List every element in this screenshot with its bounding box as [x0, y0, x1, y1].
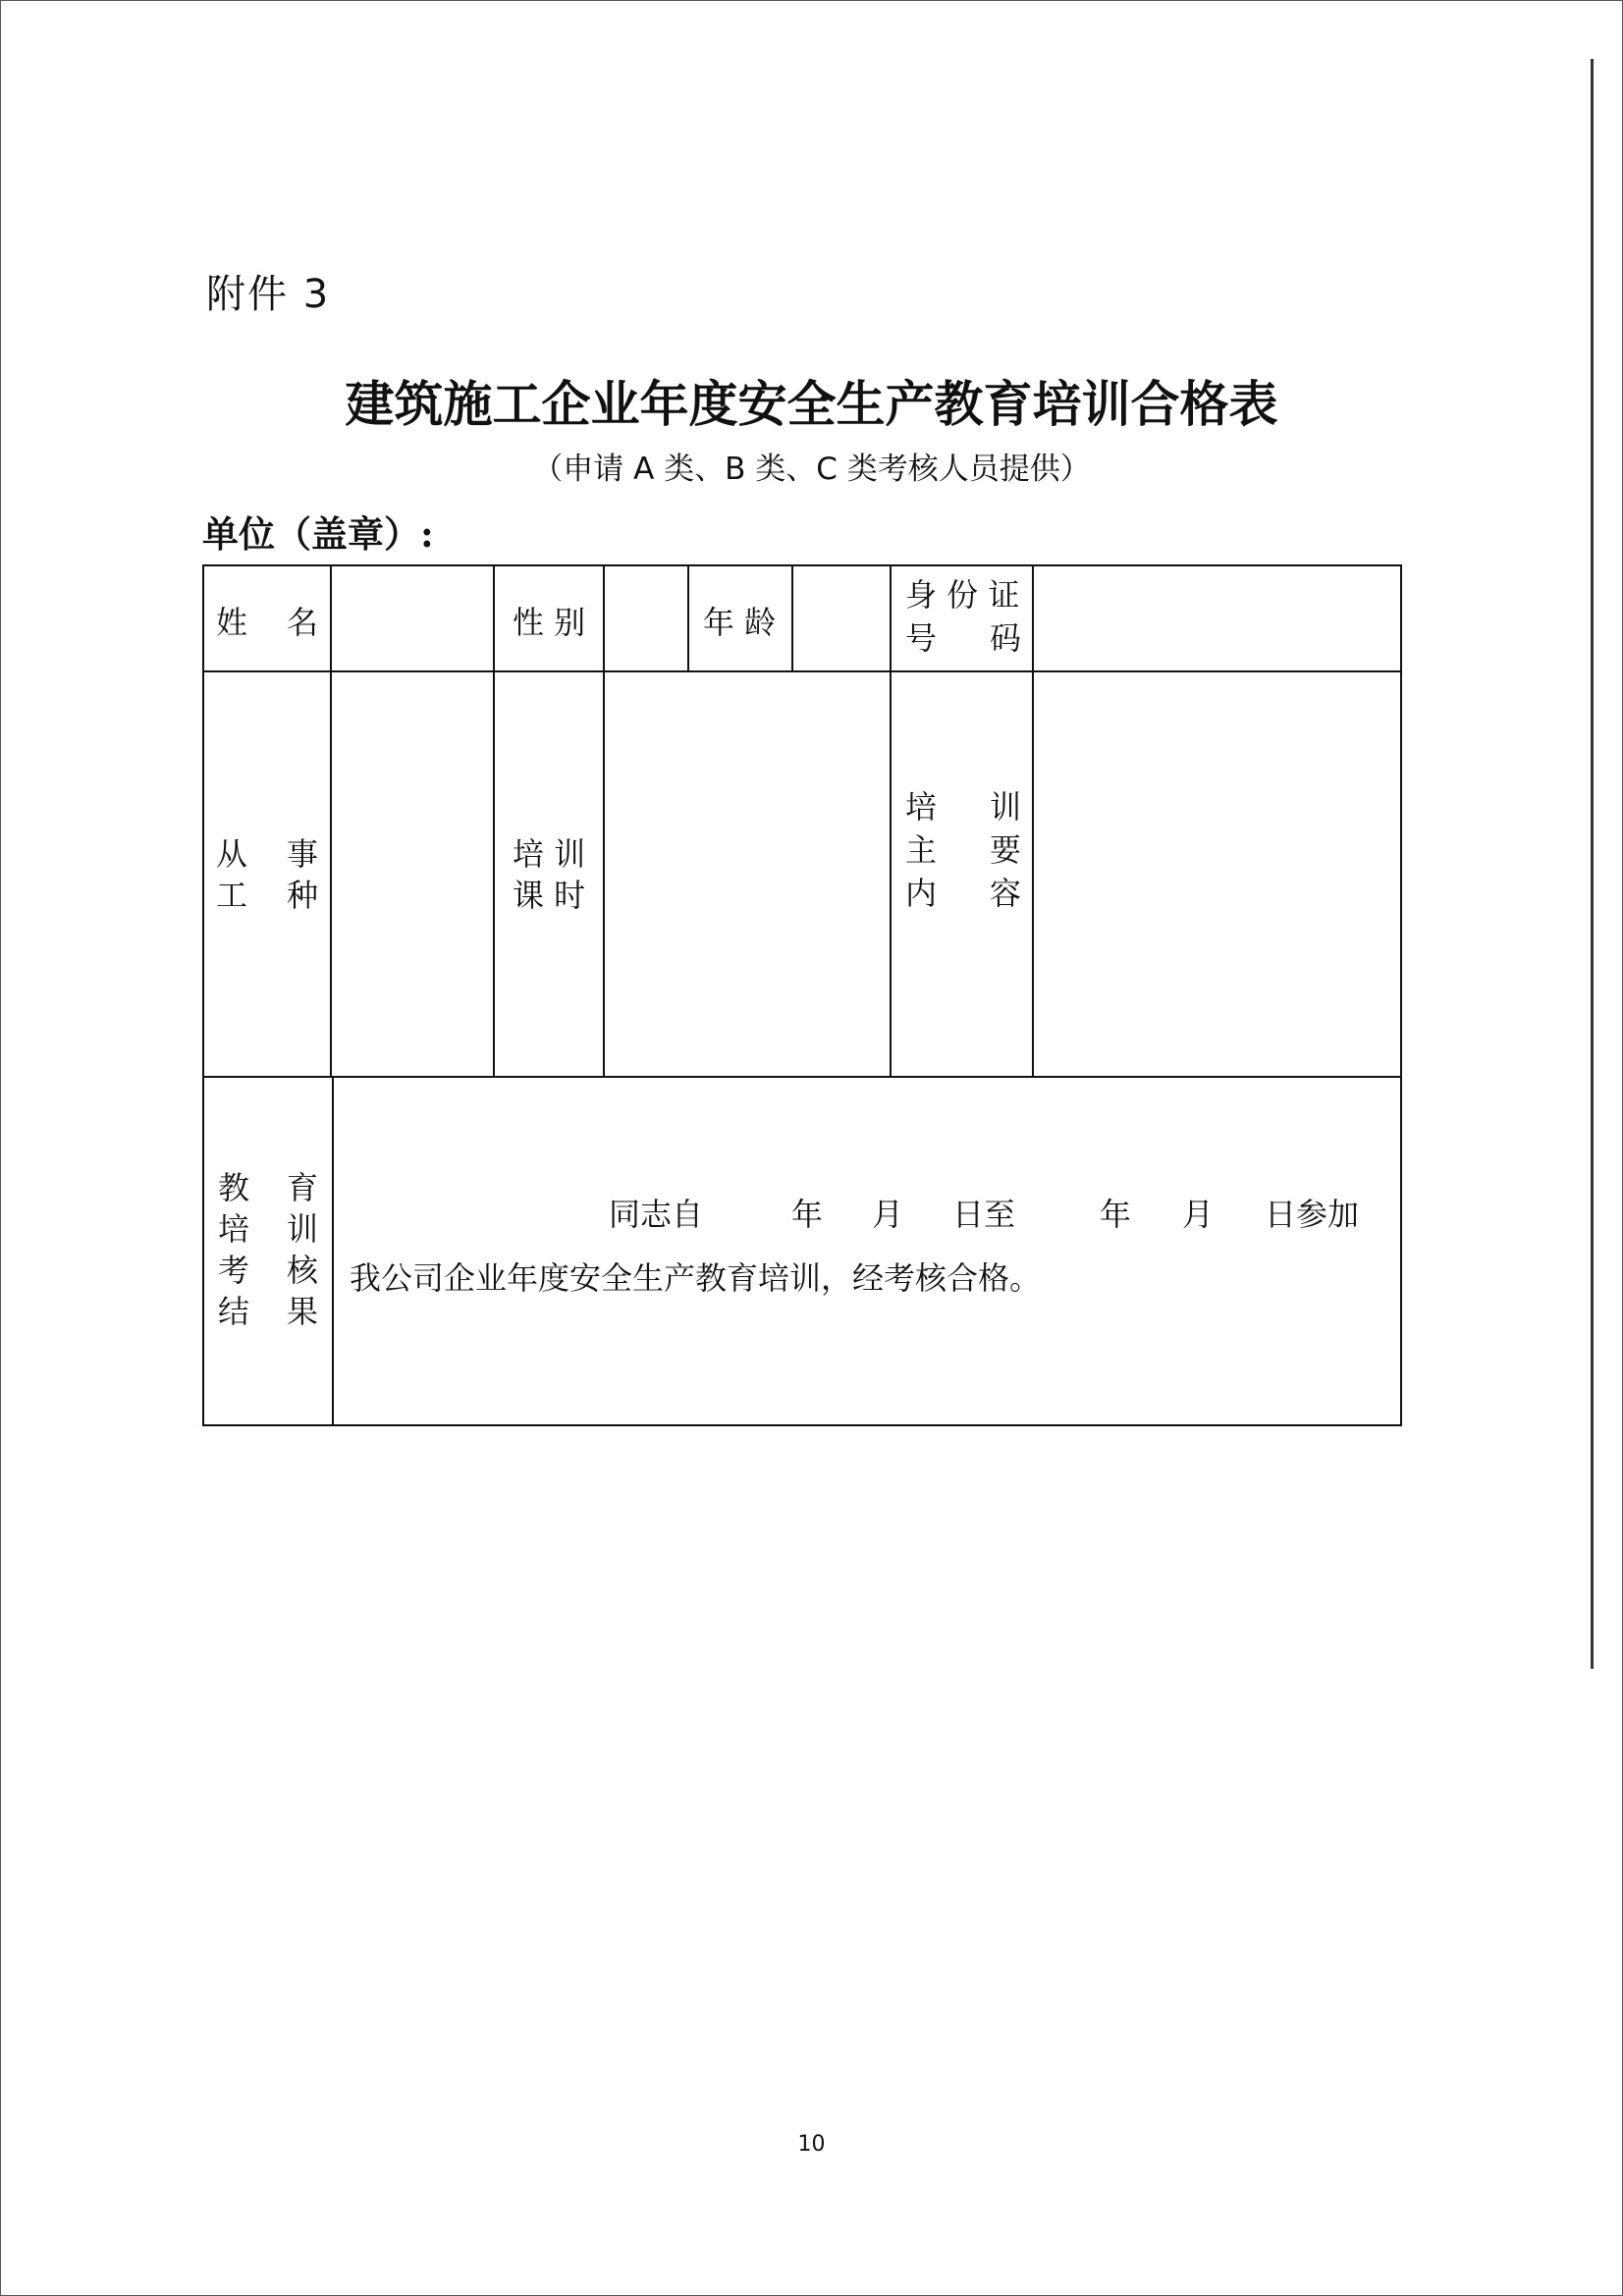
result-label-char: 教 — [218, 1169, 250, 1206]
row-divider-2 — [204, 1076, 1400, 1078]
form-subtitle: （申请 A 类、B 类、C 类考核人员提供） — [532, 452, 1091, 487]
col-divider — [791, 566, 793, 670]
job-type-field[interactable] — [342, 812, 479, 853]
training-content-field[interactable] — [1045, 812, 1388, 853]
id-number-field[interactable] — [1045, 602, 1388, 643]
result-text-word: 同志自 — [609, 1196, 704, 1233]
age-field[interactable] — [799, 602, 882, 643]
training-content-label-char: 要 — [990, 831, 1022, 869]
result-label-char: 育 — [287, 1169, 319, 1206]
result-label-char: 考 — [218, 1252, 250, 1289]
result-text-word: 年 — [791, 1196, 824, 1233]
result-label-char: 训 — [287, 1210, 319, 1248]
col-divider — [1032, 566, 1034, 1076]
row-divider-1 — [204, 670, 1400, 672]
id-label-line1: 身 份 证 — [905, 576, 1020, 614]
page-number: 10 — [797, 2132, 826, 2157]
name-label-char: 姓 — [216, 604, 248, 641]
gender-label: 性 别 — [513, 604, 586, 641]
col-divider — [890, 566, 892, 1076]
training-content-label-char: 内 — [905, 875, 938, 912]
id-label-char: 号 — [905, 619, 938, 657]
training-hours-label-line2: 课 时 — [513, 877, 586, 914]
result-label-char: 果 — [287, 1293, 319, 1330]
training-content-label-char: 容 — [990, 875, 1022, 912]
result-text-word: 日至 — [952, 1196, 1016, 1233]
age-label: 年 龄 — [703, 604, 777, 641]
training-content-label-char: 主 — [905, 831, 938, 869]
result-label-char: 核 — [287, 1252, 319, 1289]
result-text-word: 月 — [1182, 1196, 1215, 1233]
col-divider — [330, 566, 332, 1076]
form-title: 建筑施工企业年度安全生产教育培训合格表 — [345, 375, 1278, 433]
col-divider — [493, 566, 495, 1076]
col-divider — [332, 1076, 334, 1424]
job-type-label-char: 从 — [216, 835, 248, 873]
training-hours-field[interactable] — [617, 812, 876, 853]
col-divider — [603, 566, 605, 1076]
col-divider — [687, 566, 689, 670]
job-type-label-char: 事 — [287, 835, 319, 873]
result-label-char: 培 — [218, 1210, 250, 1248]
result-label-char: 结 — [218, 1293, 250, 1330]
scan-edge-line — [1591, 59, 1594, 1669]
job-type-label-char: 种 — [287, 877, 319, 914]
job-type-label-char: 工 — [216, 877, 248, 914]
result-text-line2: 我公司企业年度安全生产教育培训，经考核合格。 — [350, 1259, 1042, 1297]
unit-stamp-label: 单位（盖章）: — [202, 512, 434, 556]
result-text-word: 日参加 — [1265, 1196, 1360, 1233]
name-label-char: 名 — [287, 604, 319, 641]
training-form-table — [202, 564, 1402, 1426]
attachment-label: 附件 3 — [206, 272, 331, 317]
result-text-word: 年 — [1100, 1196, 1132, 1233]
training-content-label-char: 训 — [990, 788, 1022, 826]
id-label-char: 码 — [990, 619, 1022, 657]
name-field[interactable] — [342, 602, 479, 643]
gender-field[interactable] — [613, 602, 677, 643]
training-content-label-char: 培 — [905, 788, 938, 826]
result-text-word: 月 — [872, 1196, 904, 1233]
training-hours-label-line1: 培 训 — [513, 835, 586, 873]
